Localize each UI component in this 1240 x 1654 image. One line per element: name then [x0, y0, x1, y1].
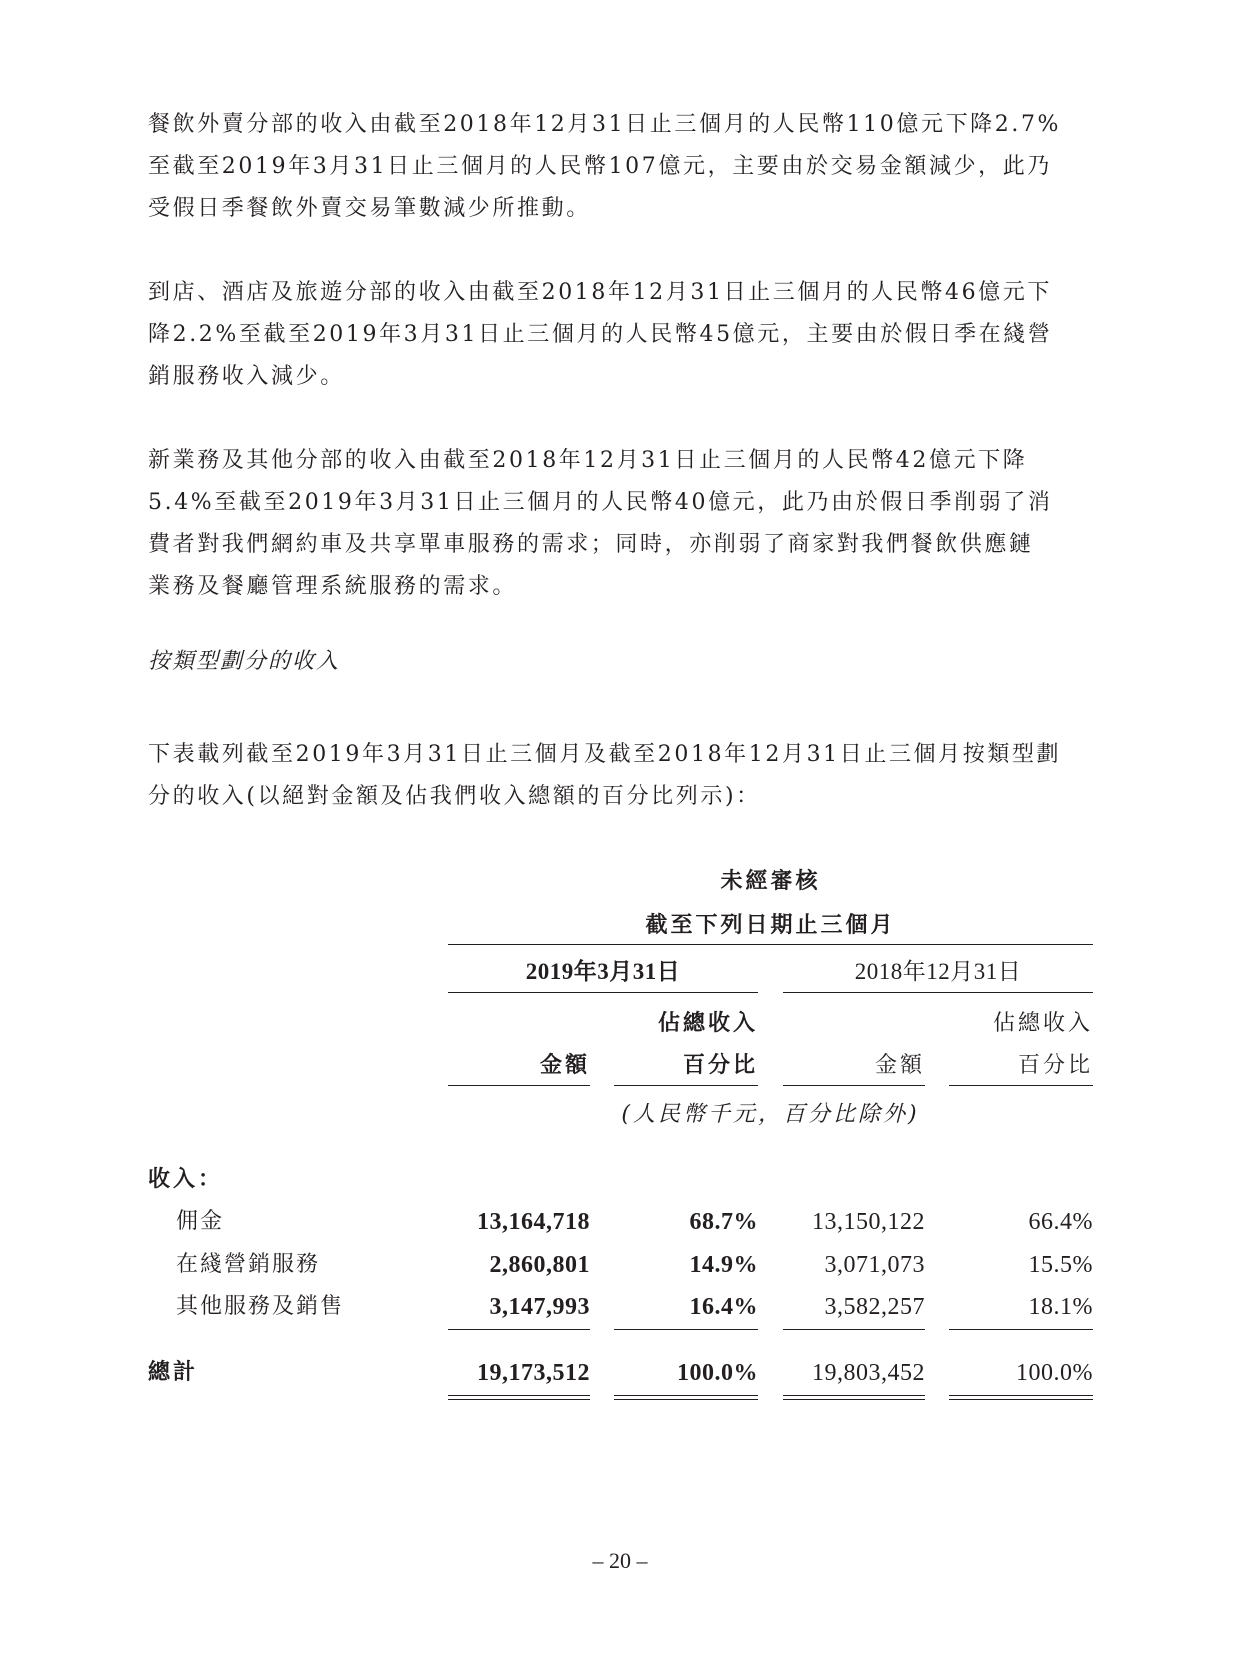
amount-2018-rule — [783, 1085, 925, 1086]
pct-2019-rule — [614, 1085, 758, 1086]
text-line: 新業務及其他分部的收入由截至2018年12月31日止三個月的人民幣42億元下降 — [148, 448, 1028, 473]
page-number: – 20 – — [592, 1548, 648, 1573]
text-line: 分的收入(以絕對金額及佔我們收入總額的百分比列示)： — [148, 784, 761, 809]
text-line: 餐飲外賣分部的收入由截至2018年12月31日止三個月的人民幣110億元下降2.7% — [148, 112, 1062, 137]
header-rule — [448, 944, 1093, 945]
cell-pct-2019: 14.9% — [689, 1252, 758, 1278]
subtotal-rule — [949, 1329, 1093, 1330]
paragraph-in-store — [148, 272, 1098, 398]
cell-pct-2018: 66.4% — [1028, 1209, 1093, 1235]
subtotal-rule — [448, 1329, 590, 1330]
header-unaudited: 未經審核 — [720, 869, 821, 894]
pct-label-2018-line1: 佔總收入 — [992, 1011, 1093, 1036]
pct-2018-rule — [949, 1085, 1093, 1086]
text-line: 下表載列截至2019年3月31日止三個月及截至2018年12月31日止三個月按類型劃 — [148, 742, 1062, 767]
column-2018: 2018年12月31日 — [854, 959, 1022, 984]
cell-amount-2018: 3,071,073 — [824, 1252, 925, 1278]
row-label-commission: 佣金 — [176, 1209, 225, 1234]
column-2018-rule — [783, 992, 1093, 993]
paragraph-new-initiatives — [148, 440, 1098, 608]
cell-amount-2018: 3,582,257 — [824, 1294, 925, 1320]
row-label-online-marketing: 在綫營銷服務 — [176, 1252, 321, 1277]
text-line: 降2.2%至截至2019年3月31日止三個月的人民幣45億元，主要由於假日季在綫營 — [148, 322, 1053, 347]
total-double-rule — [448, 1395, 590, 1400]
total-label: 總計 — [148, 1360, 199, 1385]
amount-label-2019: 金額 — [539, 1053, 590, 1078]
text-line: 5.4%至截至2019年3月31日止三個月的人民幣40億元，此乃由於假日季削弱了消 — [148, 490, 1053, 515]
cell-pct-2018: 18.1% — [1028, 1294, 1093, 1320]
revenue-label: 收入： — [148, 1167, 224, 1192]
cell-pct-2019: 68.7% — [689, 1209, 758, 1235]
total-double-rule — [783, 1395, 925, 1400]
unit-note: (人民幣千元，百分比除外) — [621, 1102, 920, 1127]
cell-amount-2019: 3,147,993 — [489, 1294, 590, 1320]
subtotal-rule — [783, 1329, 925, 1330]
total-amount-2019: 19,173,512 — [477, 1360, 590, 1386]
paragraph-food-delivery — [148, 104, 1098, 230]
total-pct-2018: 100.0% — [1016, 1360, 1093, 1386]
subtotal-rule — [614, 1329, 758, 1330]
text-line: 受假日季餐飲外賣交易筆數減少所推動。 — [148, 196, 591, 221]
pct-label-2019-line1: 佔總收入 — [657, 1011, 758, 1036]
column-2019: 2019年3月31日 — [525, 959, 681, 984]
paragraph-table-intro — [148, 734, 1098, 818]
cell-pct-2018: 15.5% — [1028, 1252, 1093, 1278]
text-line: 業務及餐廳管理系統服務的需求。 — [148, 574, 518, 599]
header-period: 截至下列日期止三個月 — [645, 913, 896, 938]
pct-label-2019-line2: 百分比 — [682, 1053, 758, 1078]
cell-pct-2019: 16.4% — [689, 1294, 758, 1320]
row-label-other-services: 其他服務及銷售 — [176, 1294, 345, 1319]
text-line: 至截至2019年3月31日止三個月的人民幣107億元，主要由於交易金額減少，此乃 — [148, 154, 1052, 179]
cell-amount-2018: 13,150,122 — [812, 1209, 925, 1235]
text-line: 銷服務收入減少。 — [148, 364, 345, 389]
column-2019-rule — [448, 992, 758, 993]
amount-2019-rule — [448, 1085, 590, 1086]
amount-label-2018: 金額 — [874, 1053, 925, 1078]
pct-label-2018-line2: 百分比 — [1017, 1053, 1093, 1078]
total-double-rule — [949, 1395, 1093, 1400]
total-pct-2019: 100.0% — [677, 1360, 758, 1386]
total-double-rule — [614, 1395, 758, 1400]
section-title: 按類型劃分的收入 — [148, 649, 341, 674]
cell-amount-2019: 13,164,718 — [477, 1209, 590, 1235]
text-line: 費者對我們網約車及共享單車服務的需求；同時，亦削弱了商家對我們餐飲供應鏈 — [148, 532, 1034, 557]
text-line: 到店、酒店及旅遊分部的收入由截至2018年12月31日止三個月的人民幣46億元下 — [148, 280, 1052, 305]
total-amount-2018: 19,803,452 — [812, 1360, 925, 1386]
cell-amount-2019: 2,860,801 — [489, 1252, 590, 1278]
